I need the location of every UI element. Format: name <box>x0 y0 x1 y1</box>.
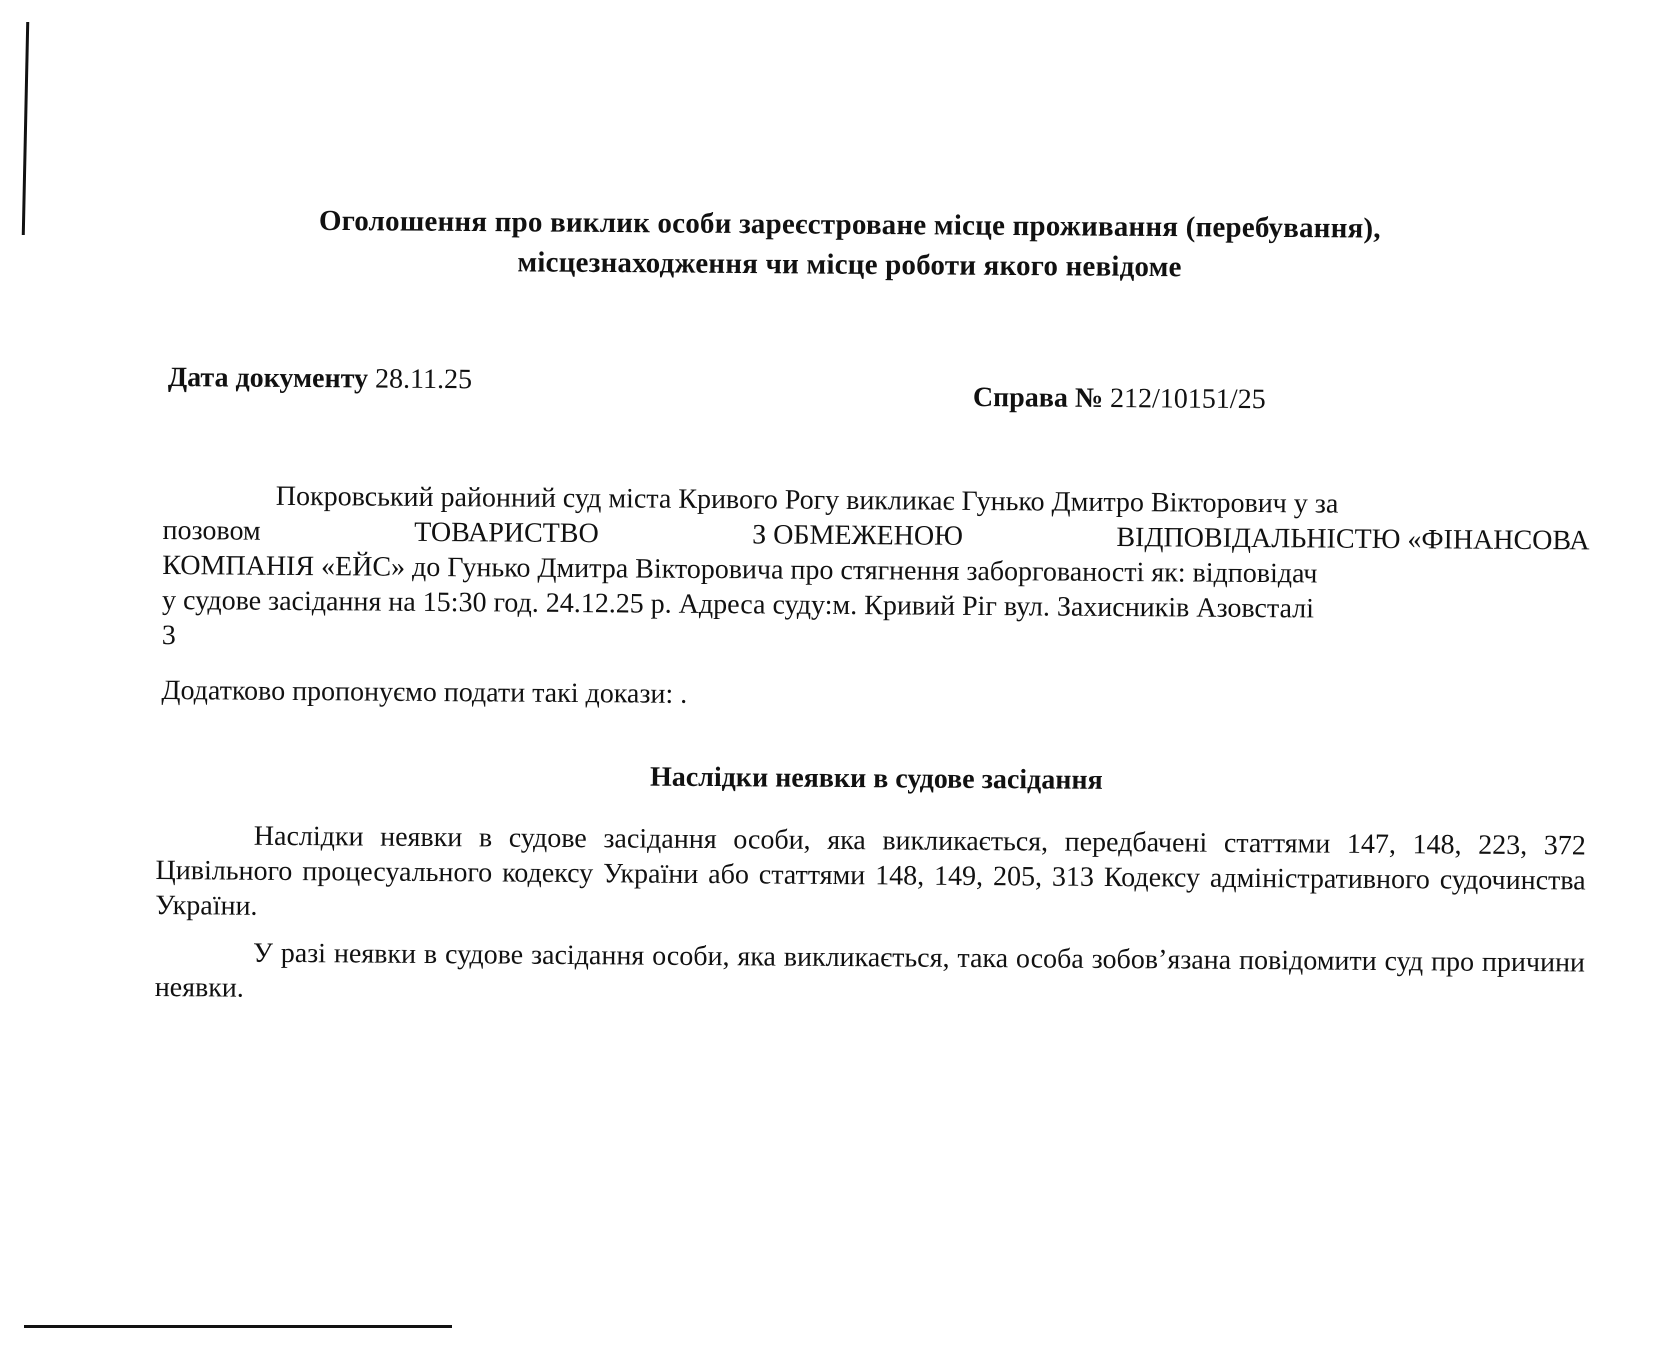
consequences-paragraph-2: У разі неявки в судове засідання особи, яка викликається, така особа зобов’язана повідомити суд про причини неявки. <box>154 937 1586 1004</box>
evidence-line: Додатково пропонуємо подати такі докази: . <box>161 674 688 710</box>
summons-word-1: позовом <box>162 514 261 547</box>
title-line-2: місцезнаходження чи місце роботи якого невідоме <box>517 246 1182 284</box>
date-label: Дата документу <box>167 362 369 395</box>
consequences-paragraph-1: Наслідки неявки в судове засідання особи, яка викликається, передбачені статтями 147, 148, 223, 372 Цивільного процесуального кодексу України або статтями 148, 149, 205, 313 Кодексу адміністративного судочинства України. <box>155 820 1586 922</box>
summons-body <box>161 478 1590 718</box>
consequences-heading: Наслідки неявки в судове засідання <box>649 761 1103 796</box>
title-line-1: Оголошення про виклик особи зареєстроване місце проживання (перебування), <box>318 204 1381 245</box>
document-title <box>199 200 1500 290</box>
case-value: 212/10151/25 <box>1109 383 1266 416</box>
summons-line-4: у судове засідання на 15:30 год. 24.12.25 р. Адреса суду:м. Кривий Ріг вул. Захисників Азовсталі <box>161 584 1315 625</box>
summons-word-4: ВІДПОВІДАЛЬНІСТЮ «ФІНАНСОВА <box>1116 521 1590 557</box>
summons-line-1: Покровський районний суд міста Кривого Рогу викликає Гунько Дмитро Вікторович у за <box>275 480 1339 520</box>
scan-margin-line <box>22 22 29 235</box>
summons-word-3: З ОБМЕЖЕНОЮ <box>752 519 964 552</box>
summons-word-2: ТОВАРИСТВО <box>414 516 599 550</box>
consequences-body <box>155 818 1586 1015</box>
case-label: Справа № <box>972 382 1104 414</box>
scan-bottom-line <box>24 1325 452 1328</box>
summons-line-3: КОМПАНІЯ «ЕЙС» до Гунько Дмитра Вікторовича про стягнення заборгованості як: відповідач <box>162 549 1318 590</box>
date-value: 28.11.25 <box>374 363 473 396</box>
summons-line-5: 3 <box>161 619 176 652</box>
document-date <box>168 362 472 396</box>
case-number <box>973 382 1266 416</box>
